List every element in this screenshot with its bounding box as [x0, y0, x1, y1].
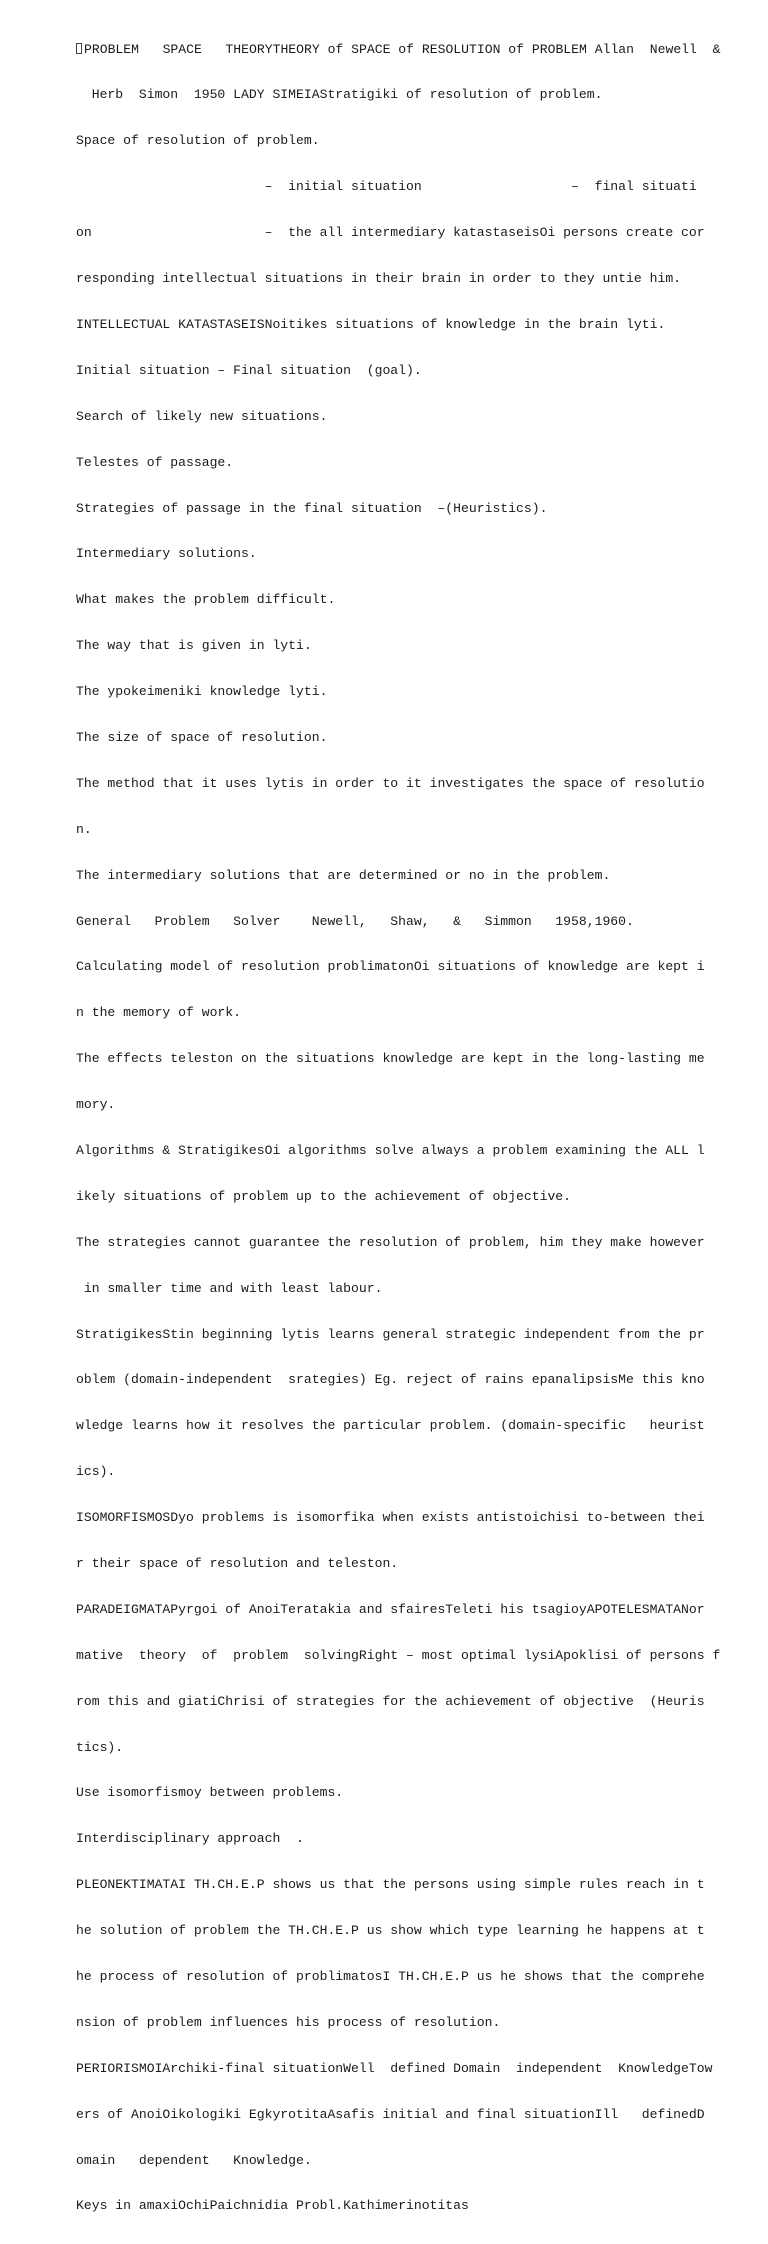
text-line: tics). — [76, 1739, 124, 1755]
text-line: The size of space of resolution. — [76, 729, 328, 745]
text-line: oblem (domain-independent srategies) Eg. reject of rains epanalipsisMe this kno — [76, 1372, 705, 1388]
text-line: Interdisciplinary approach . — [76, 1831, 304, 1847]
text-line: Search of likely new situations. — [76, 408, 328, 424]
text-line: – initial situation – final situati — [76, 179, 697, 195]
text-line: What makes the problem difficult. — [76, 592, 336, 608]
text-line: General Problem Solver Newell, Shaw, & Simmon 1958,1960. — [76, 913, 634, 929]
text-line — [76, 41, 721, 57]
text-line: in smaller time and with least labour. — [76, 1280, 383, 1296]
text-line-content: PROBLEM SPACE THEORYTHEORY of SPACE of RESOLUTION of PROBLEM Allan Newell & — [84, 41, 721, 57]
text-line: StratigikesStin beginning lytis learns general strategic independent from the pr — [76, 1326, 705, 1342]
text-line: Keys in amaxiOchiPaichnidia Probl.Kathimerinotitas — [76, 2198, 469, 2214]
text-line: Strategies of passage in the final situation –(Heuristics). — [76, 500, 548, 516]
text-line: r their space of resolution and teleston. — [76, 1555, 399, 1571]
text-line: The ypokeimeniki knowledge lyti. — [76, 684, 328, 700]
text-line: Space of resolution of problem. — [76, 133, 320, 149]
text-line: Calculating model of resolution problimatonOi situations of knowledge are kept i — [76, 959, 705, 975]
missing-glyph-icon — [76, 43, 82, 54]
text-line: Use isomorfismoy between problems. — [76, 1785, 344, 1801]
text-line: The effects teleston on the situations knowledge are kept in the long-lasting me — [76, 1051, 705, 1067]
text-line: The way that is given in lyti. — [76, 638, 312, 654]
text-line: PLEONEKTIMATAI TH.CH.E.P shows us that the persons using simple rules reach in t — [76, 1877, 705, 1893]
text-line: he process of resolution of problimatosI TH.CH.E.P us he shows that the comprehe — [76, 1969, 705, 1984]
text-line: mative theory of problem solvingRight – most optimal lysiApoklisi of persons f — [76, 1647, 721, 1663]
text-line: ikely situations of problem up to the achievement of objective. — [76, 1188, 572, 1204]
text-line: ISOMORFISMOSDyo problems is isomorfika when exists antistoichisi to-between thei — [76, 1510, 705, 1526]
text-line: INTELLECTUAL KATASTASEISNoitikes situations of knowledge in the brain lyti. — [76, 316, 666, 332]
text-line: PERIORISMOIArchiki-final situationWell defined Domain independent KnowledgeTow — [76, 2060, 713, 2076]
text-line: PARADEIGMATAPyrgoi of AnoiTeratakia and sfairesTeleti his tsagioyAPOTELESMATANor — [76, 1601, 705, 1617]
text-line: Initial situation – Final situation (goal). — [76, 362, 422, 378]
text-line: on – the all intermediary katastaseisOi persons create cor — [76, 225, 705, 241]
document-body — [76, 11, 721, 2244]
text-line: The strategies cannot guarantee the resolution of problem, him they make however — [76, 1234, 705, 1250]
text-line: Herb Simon 1950 LADY SIMEIAStratigiki of resolution of problem. — [76, 87, 603, 103]
text-line: n the memory of work. — [76, 1005, 242, 1021]
text-line: Intermediary solutions. — [76, 546, 257, 562]
text-line: omain dependent Knowledge. — [76, 2152, 312, 2168]
text-line: n. — [76, 821, 92, 837]
text-line: he solution of problem the TH.CH.E.P us show which type learning he happens at t — [76, 1923, 705, 1939]
text-line: The intermediary solutions that are determined or no in the problem. — [76, 867, 611, 883]
text-line: nsion of problem influences his process of resolution. — [76, 2014, 501, 2030]
text-line: The method that it uses lytis in order to it investigates the space of resolutio — [76, 775, 705, 791]
text-line: ics). — [76, 1464, 116, 1480]
text-line: Algorithms & StratigikesOi algorithms solve always a problem examining the ALL l — [76, 1142, 705, 1158]
text-line: wledge learns how it resolves the particular problem. (domain-specific heurist — [76, 1418, 705, 1434]
text-line: Telestes of passage. — [76, 454, 234, 470]
text-line: rom this and giatiChrisi of strategies for the achievement of objective (Heuris — [76, 1693, 705, 1709]
text-line: responding intellectual situations in their brain in order to they untie him. — [76, 271, 682, 287]
text-line: mory. — [76, 1097, 116, 1113]
text-line: ers of AnoiOikologiki EgkyrotitaAsafis initial and final situationIll definedD — [76, 2106, 705, 2122]
